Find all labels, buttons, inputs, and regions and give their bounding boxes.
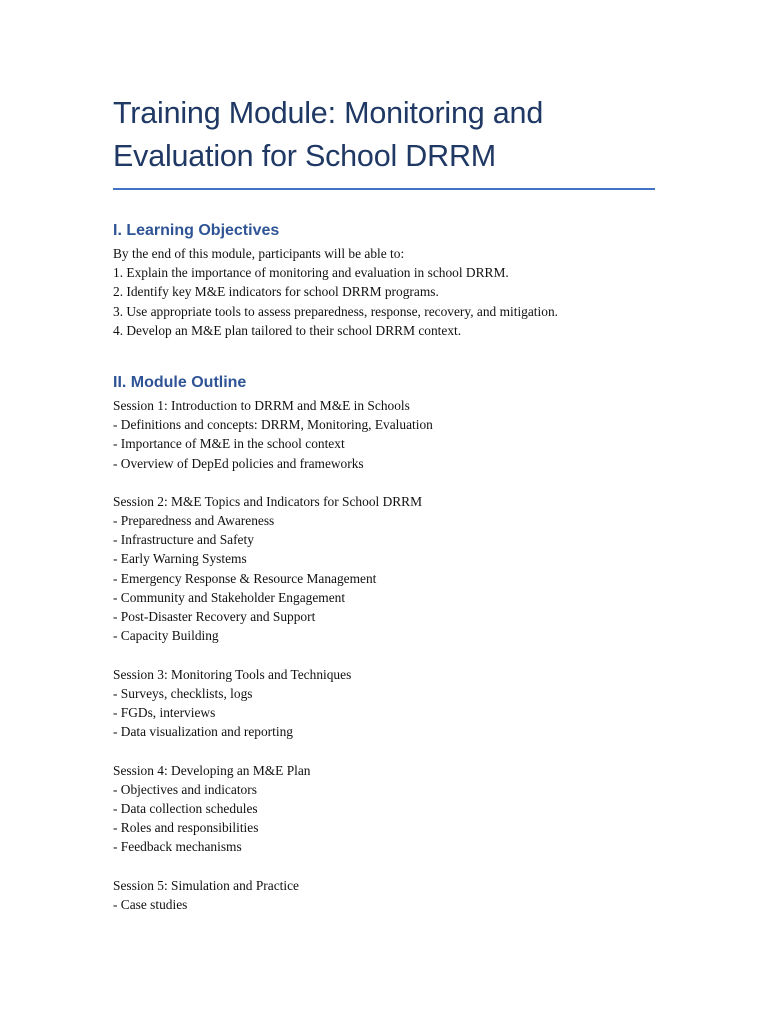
- document-page: [113, 92, 655, 914]
- session-item: - Data visualization and reporting: [113, 724, 293, 740]
- learning-objectives-body: [113, 244, 655, 340]
- session-block: [113, 876, 655, 914]
- session-item: - Surveys, checklists, logs: [113, 685, 253, 701]
- session-item: - Feedback mechanisms: [113, 839, 242, 855]
- objective-item: 3. Use appropriate tools to assess preparedness, response, recovery, and mitigation.: [113, 303, 558, 319]
- session-item: - FGDs, interviews: [113, 704, 216, 720]
- session-item: - Community and Stakeholder Engagement: [113, 589, 346, 605]
- session-block: [113, 665, 655, 742]
- session-item: - Post-Disaster Recovery and Support: [113, 609, 316, 624]
- document-title: [113, 92, 655, 178]
- objectives-intro: By the end of this module, participants will be able to:: [113, 246, 405, 261]
- title-line-2: Evaluation for School DRRM: [113, 139, 496, 173]
- session-item: - Definitions and concepts: DRRM, Monitoring, Evaluation: [113, 417, 433, 433]
- learning-objectives-heading: I. Learning Objectives: [113, 222, 280, 239]
- session-title: Session 3: Monitoring Tools and Techniques: [113, 666, 352, 682]
- session-item: - Importance of M&E in the school context: [113, 436, 345, 452]
- session-item: - Emergency Response & Resource Management: [113, 570, 377, 586]
- session-title: Session 5: Simulation and Practice: [113, 877, 299, 893]
- session-title: Session 4: Developing an M&E Plan: [113, 762, 311, 778]
- session-item: - Roles and responsibilities: [113, 820, 259, 836]
- session-item: - Case studies: [113, 896, 188, 912]
- session-title: Session 2: M&E Topics and Indicators for School DRRM: [113, 493, 423, 509]
- learning-objectives-section: [113, 220, 655, 340]
- objective-item: 4. Develop an M&E plan tailored to their school DRRM context.: [113, 322, 462, 338]
- session-block: [113, 492, 655, 646]
- objective-item: 2. Identify key M&E indicators for school DRRM programs.: [113, 284, 439, 300]
- session-item: - Infrastructure and Safety: [113, 532, 254, 548]
- session-block: [113, 761, 655, 857]
- title-line-1: Training Module: Monitoring and: [113, 96, 544, 130]
- title-underline-rule: [113, 188, 655, 190]
- session-block: [113, 396, 655, 473]
- objective-item: 1. Explain the importance of monitoring and evaluation in school DRRM.: [113, 265, 509, 281]
- session-item: - Preparedness and Awareness: [113, 513, 275, 529]
- module-outline-body: [113, 396, 655, 914]
- session-item: - Overview of DepEd policies and frameworks: [113, 455, 364, 471]
- session-item: - Capacity Building: [113, 628, 219, 644]
- session-title: Session 1: Introduction to DRRM and M&E in Schools: [113, 397, 410, 413]
- session-item: - Data collection schedules: [113, 800, 258, 816]
- module-outline-section: [113, 372, 655, 914]
- session-item: - Early Warning Systems: [113, 551, 247, 567]
- session-item: - Objectives and indicators: [113, 781, 257, 797]
- module-outline-heading: II. Module Outline: [113, 373, 247, 391]
